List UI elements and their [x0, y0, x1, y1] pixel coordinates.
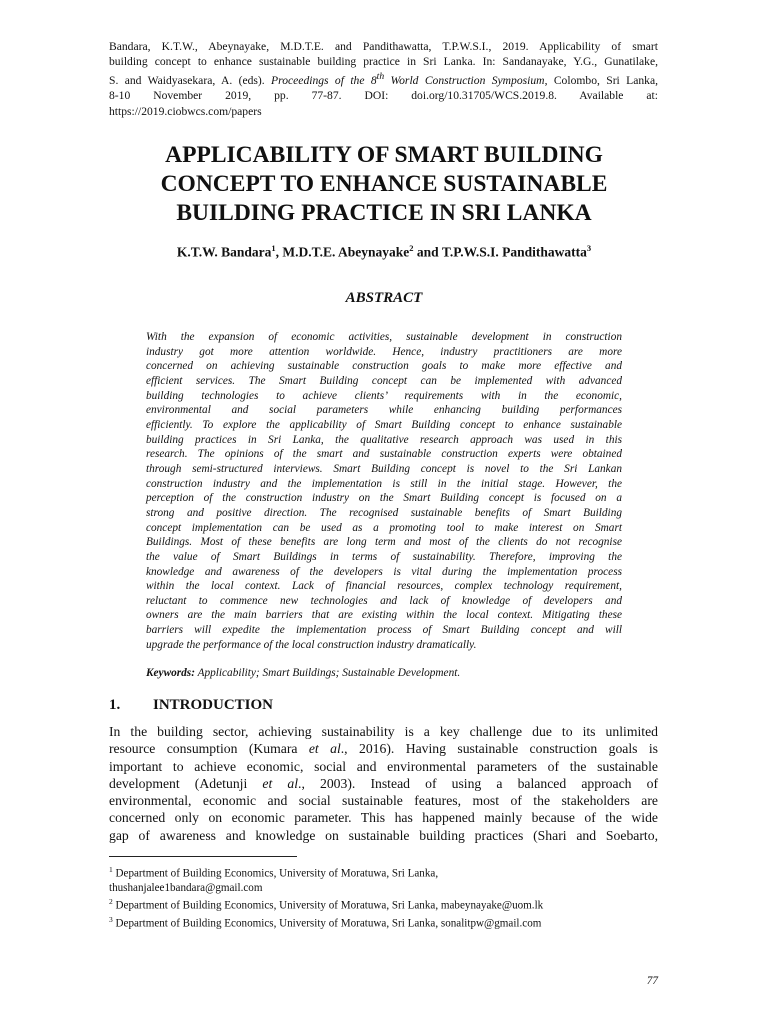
- abstract-line: owners are the main barriers that are existing within the local context. Mitigating these: [146, 609, 622, 622]
- footnote-mark: 3: [109, 914, 113, 924]
- keywords-label: Keywords:: [146, 667, 195, 679]
- footnote: [109, 863, 658, 881]
- footnotes: [109, 863, 658, 931]
- footnote-text: Department of Building Economics, University of Moratuwa, Sri Lanka,: [112, 867, 439, 880]
- body-text: resource consumption (Kumara: [109, 741, 309, 757]
- footnote-text: Department of Building Economics, University of Moratuwa, Sri Lanka, mabeynayake@uom.lk: [112, 899, 544, 912]
- abstract-line: environmental and social parameters while enhancing building performances: [146, 404, 622, 417]
- abstract-line: building practices in Sri Lanka, the qualitative research approach was used in this: [146, 433, 622, 446]
- abstract-body: [146, 330, 622, 652]
- body-line: [109, 740, 658, 757]
- body-text: development (Adetunji: [109, 775, 263, 791]
- body-text: ., 2003). Instead of using a balanced approach of: [298, 775, 658, 791]
- proceedings-title: Proceedings of the 8: [271, 74, 377, 88]
- body-line: In the building sector, achieving sustainability is a key challenge due to its unlimited: [109, 724, 658, 739]
- abstract-line: perception of the construction industry on the Smart Building concept is focused on a: [146, 492, 622, 505]
- footnote: [109, 913, 658, 931]
- abstract-line: efficient services. The Smart Building concept can be implemented with advanced: [146, 374, 622, 387]
- ordinal-suffix: th: [376, 71, 385, 83]
- body-line: concerned only on economic parameter. This has happened mainly because of the wide: [109, 810, 658, 826]
- section-number: 1.: [109, 697, 121, 713]
- section-title: INTRODUCTION: [153, 697, 274, 713]
- abstract-line: building technologies to achieve clients’ requirements with in the economic,: [146, 389, 622, 402]
- author-name: K.T.W. Bandara: [176, 244, 272, 260]
- abstract-line: Buildings. Most of these benefits are long term and most of the clients do not recognise: [146, 536, 622, 549]
- author-list: [100, 243, 668, 261]
- abstract-line: barriers will expedite the implementation process of Smart Building concept and will: [146, 624, 622, 637]
- introduction-body: [109, 723, 658, 844]
- keywords-text: Applicability; Smart Buildings; Sustainable Development.: [194, 667, 461, 679]
- keywords: [146, 667, 622, 679]
- abstract-line: through semi-structured interviews. Smart Building concept is novel to the Sri Lankan: [146, 462, 622, 475]
- footnote-mark: 2: [109, 897, 113, 907]
- citation-block: [109, 39, 658, 119]
- author-affiliation-mark: 3: [586, 243, 592, 253]
- title-line: BUILDING PRACTICE IN SRI LANKA: [176, 200, 592, 226]
- section-heading: [109, 697, 509, 714]
- citation-line: building concept to enhance sustainable building practice in Sri Lanka. In: Sandanayake, Y.G., Gunatilake,: [109, 55, 658, 69]
- author-separator: ,: [275, 244, 283, 260]
- author-affiliation-mark: 1: [271, 243, 276, 253]
- et-al: et al: [262, 775, 299, 791]
- body-line: [109, 775, 658, 792]
- body-line: important to achieve economic, social and environmental parameters of the sustainable: [109, 758, 658, 774]
- footnote-email: thushanjalee1bandara@gmail.com: [109, 881, 263, 894]
- page-number: 77: [646, 975, 658, 987]
- footnote: [109, 895, 658, 913]
- abstract-heading: ABSTRACT: [345, 290, 423, 306]
- title-line: APPLICABILITY OF SMART BUILDING: [165, 142, 603, 168]
- abstract-line: With the expansion of economic activities, sustainable development in construction: [146, 331, 622, 343]
- title-line: CONCEPT TO ENHANCE SUSTAINABLE: [160, 171, 608, 197]
- abstract-line: construction industry and the implementation is still in the initial stage. However, the: [146, 477, 622, 490]
- body-line: gap of awareness and knowledge on sustainable building practices (Shari and Soebarto,: [109, 827, 658, 843]
- body-line: environmental, economic and social sustainable features, most of the stakeholders are: [109, 793, 658, 809]
- footnote-divider: [109, 856, 297, 857]
- paper-title: [100, 141, 668, 228]
- abstract-line: strong and positive direction. The recognised sustainable benefits of Smart Building: [146, 506, 622, 519]
- citation-line: [109, 69, 658, 88]
- author-separator: and: [413, 244, 442, 260]
- abstract-line: research. The opinions of the smart and sustainable construction experts were obtained: [146, 448, 622, 461]
- citation-line: 8-10 November 2019, pp. 77-87. DOI: doi.org/10.31705/WCS.2019.8. Available at:: [109, 89, 658, 103]
- author-affiliation-mark: 2: [409, 243, 414, 253]
- abstract-line: industry got more attention worldwide. Hence, industry practitioners are more: [146, 345, 622, 358]
- proceedings-title: World Construction Symposium: [384, 74, 545, 88]
- footnote-text: Department of Building Economics, University of Moratuwa, Sri Lanka, sonalitpw@gmail.com: [112, 917, 542, 930]
- abstract-line: upgrade the performance of the local construction industry dramatically.: [146, 638, 477, 651]
- citation-line: Bandara, K.T.W., Abeynayake, M.D.T.E. and Pandithawatta, T.P.W.S.I., 2019. Applicability of smart: [109, 40, 658, 53]
- abstract-line: concept implementation can be used as a promoting tool to make interest on Smart: [146, 521, 622, 534]
- author-name: M.D.T.E. Abeynayake: [282, 244, 410, 260]
- et-al: et al: [308, 741, 341, 757]
- citation-text: S. and Waidyasekara, A. (eds).: [109, 74, 272, 88]
- abstract-line: reluctant to commence new technologies and lack of knowledge of developers and: [146, 594, 622, 607]
- abstract-line: concerned on achieving sustainable construction goals to make more effective and: [146, 360, 622, 373]
- abstract-line: within the local context. Lack of financial resources, complex technology requirement,: [146, 580, 622, 593]
- abstract-line: efficiently. To explore the applicability of Smart Building concept to enhance sustainable: [146, 418, 622, 431]
- citation-url: https://2019.ciobwcs.com/papers: [109, 104, 262, 118]
- body-text: ., 2016). Having sustainable construction goals is: [340, 741, 658, 757]
- footnote-mark: 1: [109, 865, 113, 874]
- author-name: T.P.W.S.I. Pandithawatta: [441, 244, 587, 260]
- citation-text: , Colombo, Sri Lanka,: [544, 74, 659, 88]
- abstract-line: the value of Smart Buildings in terms of sustainability. Therefore, improving the: [146, 550, 622, 563]
- abstract-line: knowledge and awareness of the developers is vital during the implementation process: [146, 565, 622, 578]
